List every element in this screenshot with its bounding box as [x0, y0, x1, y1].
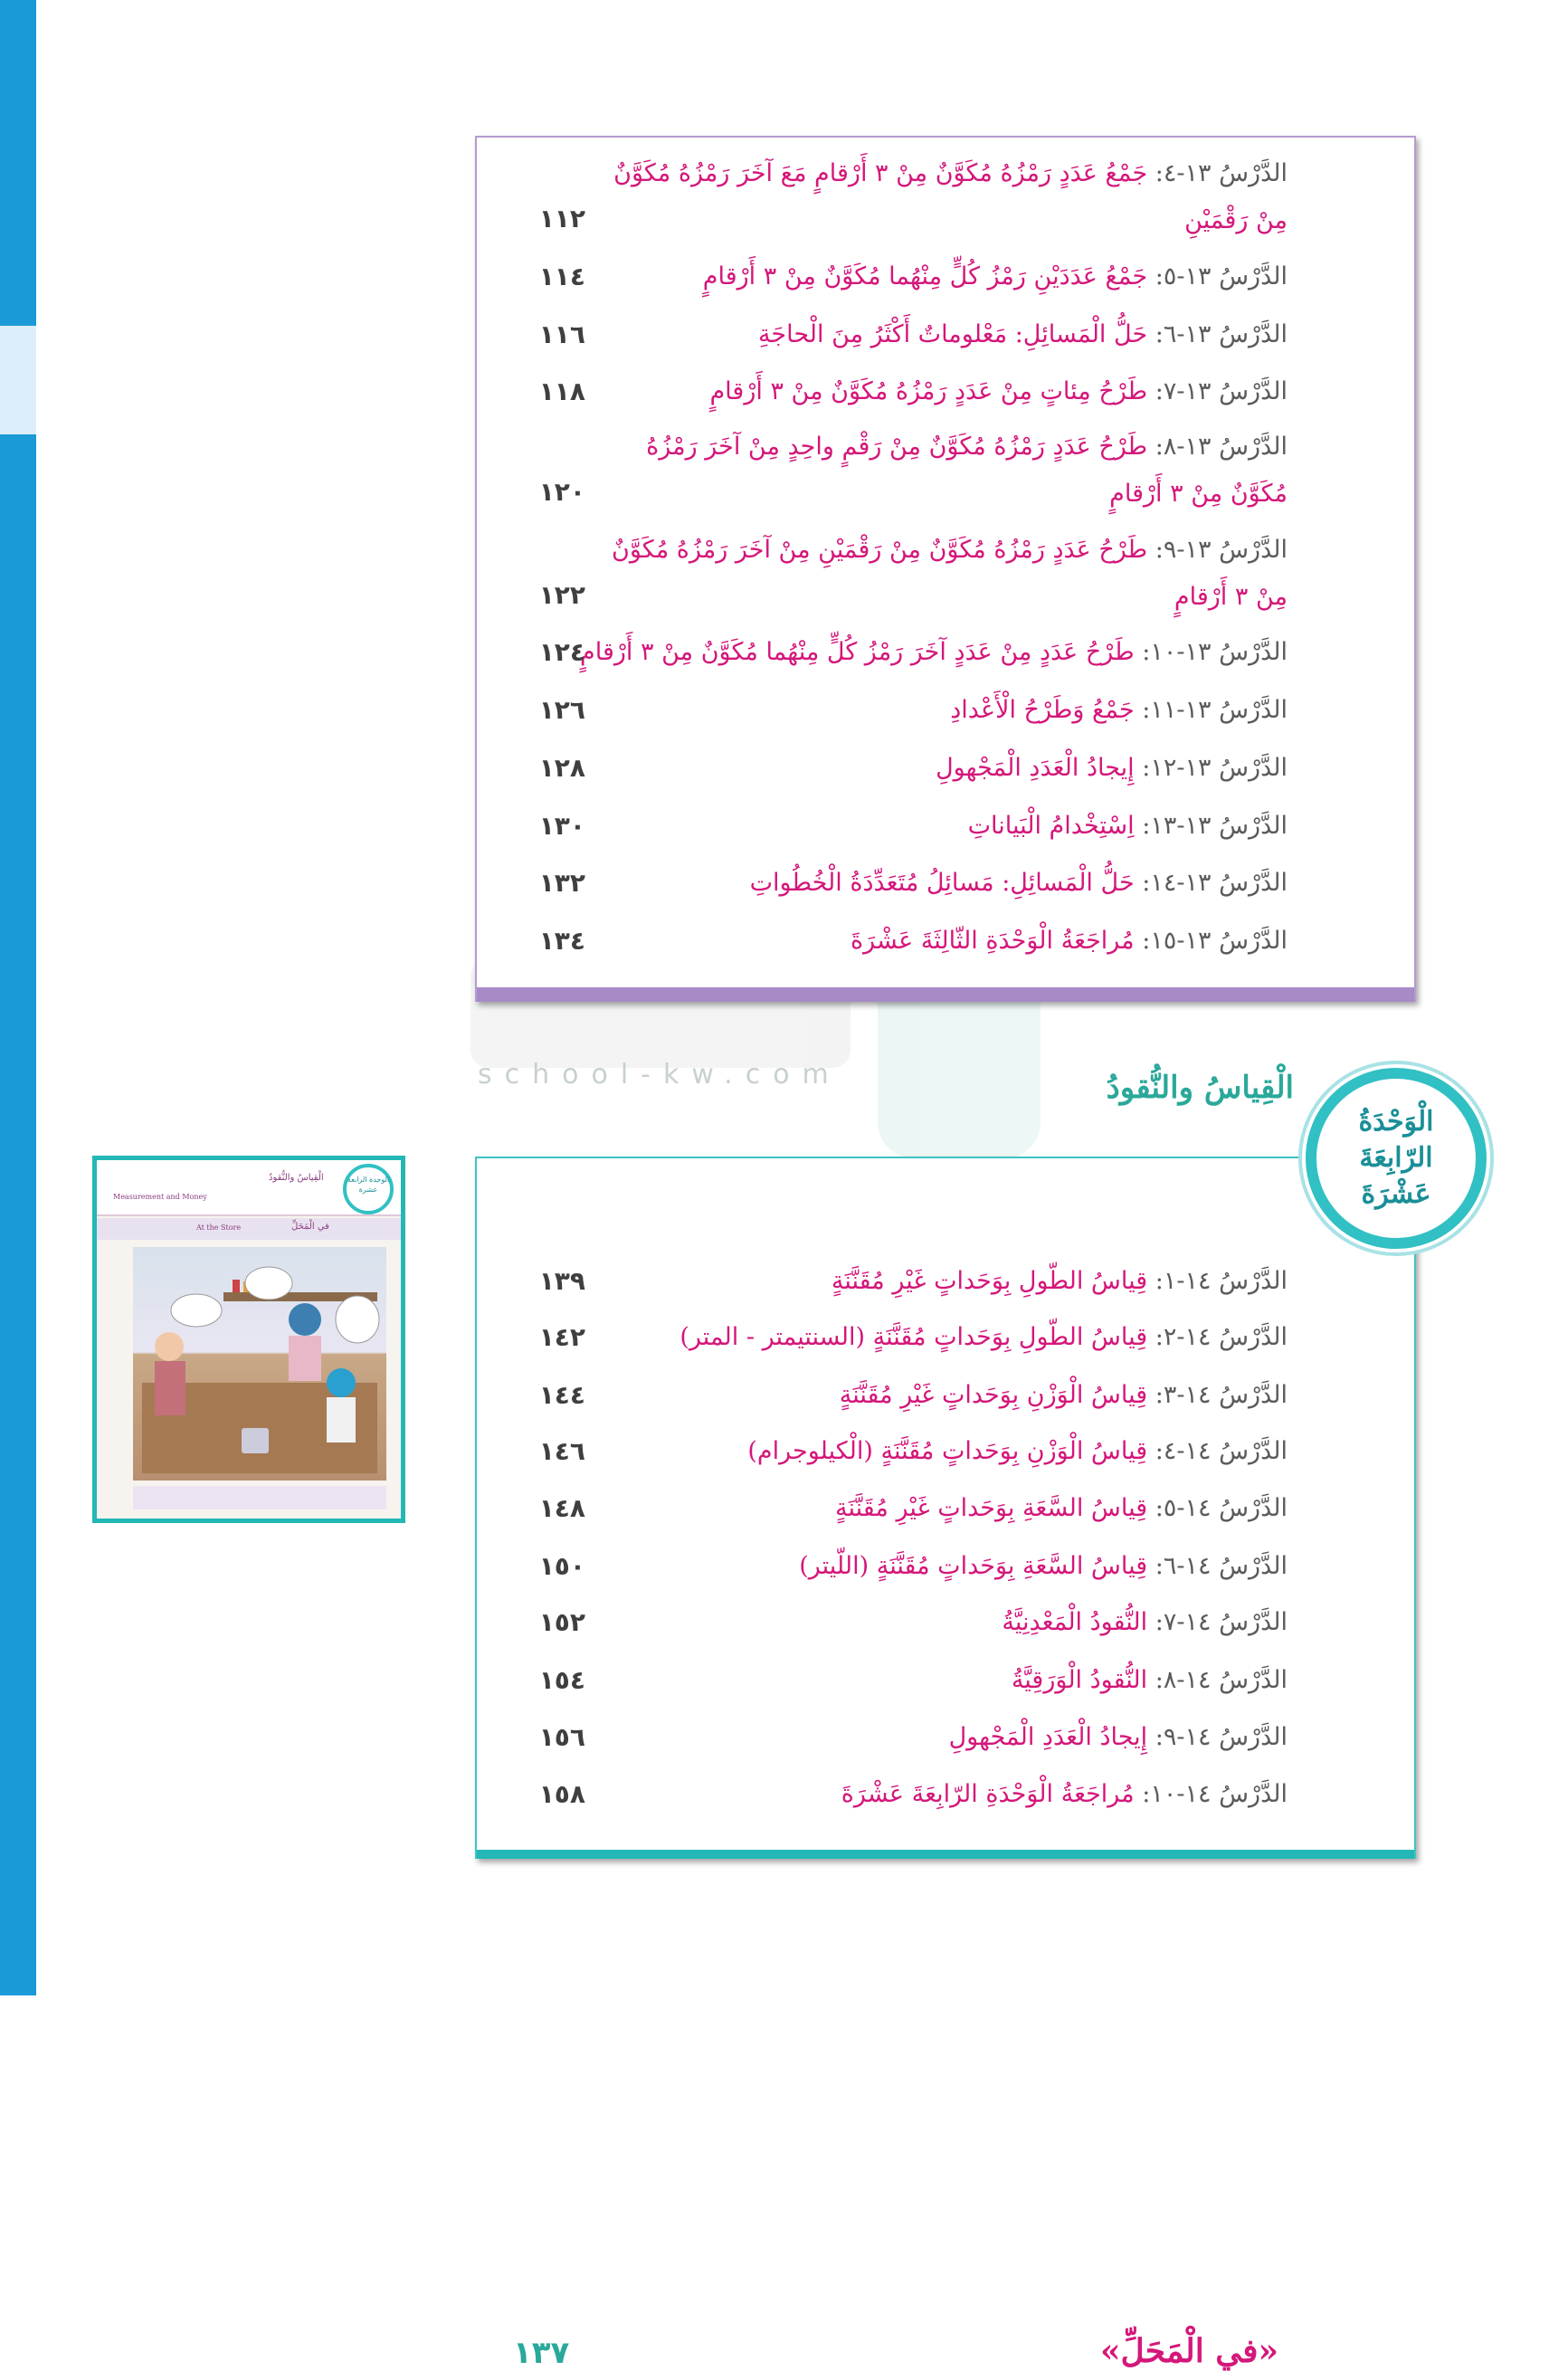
lesson-label — [1012, 1657, 1288, 1704]
thumbnail-arabic-title: الْقِياسُ والنُّقودُ — [269, 1173, 324, 1183]
lesson-row — [513, 150, 1288, 250]
lesson-page-number: ١٣٢ — [538, 868, 585, 898]
lesson-number: الدَّرْسُ ١٤-٤: — [1155, 1437, 1288, 1465]
lesson-number: الدَّرْسُ ١٣-٧: — [1155, 377, 1288, 405]
lesson-title: جَمْعُ عَدَدٍ رَمْزُهُ مُكَوَّنٌ مِنْ ٣ أَرْقامٍ مَعَ آخَرَ رَمْزُهُ مُكَوَّنٌ مِنْ رَقْمَيْنِ — [613, 159, 1288, 234]
lesson-number: الدَّرْسُ ١٤-٥: — [1155, 1494, 1288, 1522]
lesson-title: مُراجَعَةُ الْوَحْدَةِ الرّابِعَةَ عَشْرَةَ — [841, 1780, 1135, 1808]
lesson-row — [513, 1314, 1288, 1368]
thumbnail-subtitle-bar — [97, 1218, 401, 1240]
lesson-number: الدَّرْسُ ١٤-٩: — [1155, 1723, 1288, 1751]
watermark-site: school-kw.com — [478, 1059, 841, 1090]
lesson-title: قِياسُ الطّولِ بِوَحَداتٍ مُقَنَّنَةٍ (السنتيمتر - المتر) — [679, 1323, 1148, 1351]
lesson-title: قِياسُ الطّولِ بِوَحَداتٍ غَيْرِ مُقَنَّنَةٍ — [831, 1267, 1148, 1295]
unit13-bottom-strip — [477, 987, 1414, 1002]
lesson-label — [679, 1314, 1288, 1361]
lesson-number: الدَّرْسُ ١٤-٦: — [1155, 1552, 1288, 1580]
lesson-page-number: ١٤٢ — [538, 1322, 585, 1352]
lesson-title: مُراجَعَةُ الْوَحْدَةِ الثّالِثَةَ عَشْرَةَ — [850, 927, 1135, 955]
lesson-number: الدَّرْسُ ١٣-٤: — [1155, 159, 1288, 187]
lesson-title: اِسْتِخْدامُ الْبَياناتِ — [967, 812, 1135, 840]
lesson-title: قِياسُ الْوَزْنِ بِوَحَداتٍ غَيْرِ مُقَنَّنَةٍ — [839, 1381, 1148, 1409]
lesson-page-number: ١٢٠ — [538, 477, 585, 507]
lesson-label — [580, 629, 1288, 676]
unit14-subtitle: «في الْمَحَلِّ» — [1099, 2332, 1278, 2370]
lesson-page-number: ١٢٤ — [538, 637, 585, 667]
lesson-title: إِيجادُ الْعَدَدِ الْمَجْهولِ — [948, 1723, 1148, 1751]
lesson-row — [513, 803, 1288, 857]
lesson-page-number: ١١٨ — [538, 376, 585, 406]
page-edge-bar — [0, 0, 36, 1995]
lesson-page-number: ١١٦ — [538, 319, 585, 349]
unit-opener-thumbnail — [92, 1156, 405, 1523]
lesson-label — [835, 1485, 1288, 1532]
lesson-number: الدَّرْسُ ١٤-١٠: — [1142, 1780, 1288, 1808]
lesson-number: الدَّرْسُ ١٤-١: — [1155, 1267, 1288, 1295]
lesson-page-number: ١٣٩ — [538, 1266, 585, 1296]
lesson-label — [1002, 1599, 1288, 1646]
lesson-page-number: ١٥٠ — [538, 1551, 585, 1581]
lesson-row — [513, 860, 1288, 914]
lesson-title: طَرْحُ عَدَدٍ مِنْ عَدَدٍ آخَرَ رَمْزُ كُلٍّ مِنْهُما مُكَوَّنٌ مِنْ ٣ أَرْقامٍ — [580, 638, 1135, 666]
lesson-title: حَلُّ الْمَسائِلِ: مَعْلوماتٌ أَكْثَرُ مِنَ الْحاجَةِ — [757, 320, 1148, 348]
thumbnail-english-title: Measurement and Money — [113, 1193, 207, 1201]
unit14-title: الْقِياسُ والنُّقودُ — [1106, 1070, 1294, 1106]
lesson-page-number: ١٤٨ — [538, 1493, 585, 1523]
lesson-title: النُّقودُ الْوَرَقِيَّةُ — [1011, 1666, 1148, 1694]
thumbnail-badge: الوحدة الرابعة عشرة — [343, 1164, 394, 1214]
thumbnail-footer — [133, 1486, 386, 1509]
lesson-row — [513, 1714, 1288, 1768]
unit14-badge-text: الْوَحْدَةُ الرّابِعَةَ عَشْرَةَ — [1358, 1106, 1434, 1210]
lesson-page-number: ١٢٨ — [538, 753, 585, 783]
unit14-badge — [1306, 1068, 1487, 1249]
lesson-row — [513, 1657, 1288, 1711]
lesson-row — [513, 1428, 1288, 1482]
unit13-toc-box — [475, 136, 1416, 1002]
thumbnail-english-subtitle: At the Store — [196, 1224, 242, 1232]
lesson-page-number: ١٥٨ — [538, 1779, 585, 1809]
lesson-title: قِياسُ الْوَزْنِ بِوَحَداتٍ مُقَنَّنَةٍ (الْكيلوجرام) — [747, 1437, 1148, 1465]
lesson-title: طَرْحُ عَدَدٍ رَمْزُهُ مُكَوَّنٌ مِنْ رَقْمَيْنِ مِنْ آخَرَ رَمْزُهُ مُكَوَّنٌ مِنْ ٣ أَرْقامٍ — [612, 536, 1288, 611]
lesson-title: طَرْحُ مِئاتٍ مِنْ عَدَدٍ رَمْزُهُ مُكَوَّنٌ مِنْ ٣ أَرْقامٍ — [709, 377, 1148, 405]
lesson-row — [513, 1771, 1288, 1825]
lesson-number: الدَّرْسُ ١٣-١٢: — [1142, 754, 1288, 782]
lesson-number: الدَّرْسُ ١٤-٧: — [1155, 1608, 1288, 1636]
lesson-row — [513, 745, 1288, 799]
store-illustration — [133, 1247, 386, 1481]
lesson-label — [832, 1258, 1288, 1305]
lesson-label — [582, 424, 1288, 518]
lesson-row — [513, 1485, 1288, 1539]
lesson-row — [513, 1543, 1288, 1597]
lesson-page-number: ١٣٤ — [538, 926, 585, 956]
lesson-row — [513, 687, 1288, 741]
lesson-page-number: ١٢٢ — [538, 580, 585, 610]
lesson-number: الدَّرْسُ ١٤-٢: — [1155, 1323, 1288, 1351]
lesson-page-number: ١٥٦ — [538, 1722, 585, 1752]
unit14-toc-box — [475, 1157, 1416, 2371]
lesson-row — [513, 527, 1288, 626]
lesson-number: الدَّرْسُ ١٣-١٤: — [1142, 869, 1288, 897]
lesson-label — [841, 1771, 1288, 1818]
lesson-label — [758, 311, 1288, 358]
lesson-number: الدَّرْسُ ١٣-١٣: — [1142, 812, 1288, 840]
lesson-label — [949, 1714, 1288, 1761]
page-edge-tab — [0, 326, 36, 434]
lesson-title: جَمْعُ وَطَرْحُ الْأَعْدادِ — [950, 696, 1135, 724]
lesson-label — [840, 1372, 1288, 1419]
lesson-title: طَرْحُ عَدَدٍ رَمْزُهُ مُكَوَّنٌ مِنْ رَقْمٍ واحِدٍ مِنْ آخَرَ رَمْزُهُ مُكَوَّنٌ مِنْ ٣ أَرْقامٍ — [646, 433, 1288, 508]
lesson-number: الدَّرْسُ ١٣-٩: — [1155, 536, 1288, 564]
lesson-row — [513, 253, 1288, 308]
lesson-number: الدَّرْسُ ١٣-٦: — [1155, 320, 1288, 348]
lesson-label — [709, 368, 1288, 415]
lesson-label — [582, 150, 1288, 244]
lesson-title: قِياسُ السَّعَةِ بِوَحَداتٍ غَيْرِ مُقَنَّنَةٍ — [834, 1494, 1148, 1522]
lesson-page-number: ١٤٤ — [538, 1380, 585, 1410]
lesson-label — [851, 918, 1288, 965]
lesson-page-number: ١٣٠ — [538, 811, 585, 841]
lesson-row — [513, 629, 1288, 683]
lesson-number: الدَّرْسُ ١٣-١٠: — [1142, 638, 1288, 666]
lesson-row — [513, 311, 1288, 366]
lesson-label — [950, 687, 1288, 734]
lesson-number: الدَّرْسُ ١٣-٥: — [1155, 262, 1288, 290]
lesson-number: الدَّرْسُ ١٤-٣: — [1155, 1381, 1288, 1409]
unit14-bottom-strip — [477, 1850, 1414, 1859]
lesson-title: إِيجادُ الْعَدَدِ الْمَجْهولِ — [936, 754, 1135, 782]
lesson-page-number: ١٢٦ — [538, 695, 585, 725]
lesson-number: الدَّرْسُ ١٣-١١: — [1142, 696, 1288, 724]
lesson-page-number: ١٤٦ — [538, 1436, 585, 1466]
lesson-page-number: ١١٤ — [538, 262, 585, 291]
lesson-number: الدَّرْسُ ١٣-١٥: — [1142, 927, 1288, 955]
lesson-row — [513, 368, 1288, 423]
lesson-page-number: ١٥٢ — [538, 1607, 585, 1637]
lesson-label — [703, 253, 1288, 300]
lesson-label — [582, 527, 1288, 621]
unit14-subtitle-page: ١٣٧ — [513, 2335, 570, 2371]
lesson-row — [513, 918, 1288, 972]
lesson-title: قِياسُ السَّعَةِ بِوَحَداتٍ مُقَنَّنَةٍ (اللّيتر) — [799, 1552, 1148, 1580]
lesson-title: جَمْعُ عَدَدَيْنِ رَمْزُ كُلٍّ مِنْهُما مُكَوَّنٌ مِنْ ٣ أَرْقامٍ — [702, 262, 1148, 290]
thumbnail-store-scene — [133, 1247, 386, 1481]
lesson-row — [513, 1258, 1288, 1312]
lesson-label — [750, 860, 1288, 907]
lesson-label — [936, 745, 1288, 792]
lesson-page-number: ١٥٤ — [538, 1665, 585, 1695]
lesson-row — [513, 424, 1288, 523]
lesson-label — [799, 1543, 1288, 1590]
lesson-label — [968, 803, 1288, 850]
lesson-number: الدَّرْسُ ١٤-٨: — [1155, 1666, 1288, 1694]
lesson-row — [513, 1599, 1288, 1653]
lesson-title: حَلُّ الْمَسائِلِ: مَسائِلُ مُتَعَدِّدَةُ الْخُطُواتِ — [749, 869, 1135, 897]
lesson-title: النُّقودُ الْمَعْدِنِيَّةُ — [1002, 1608, 1148, 1636]
thumbnail-arabic-subtitle: في الْمَحَلِّ — [291, 1222, 329, 1232]
lesson-row — [513, 1372, 1288, 1426]
lesson-page-number: ١١٢ — [538, 204, 585, 233]
lesson-number: الدَّرْسُ ١٣-٨: — [1155, 433, 1288, 461]
lesson-label — [747, 1428, 1288, 1475]
